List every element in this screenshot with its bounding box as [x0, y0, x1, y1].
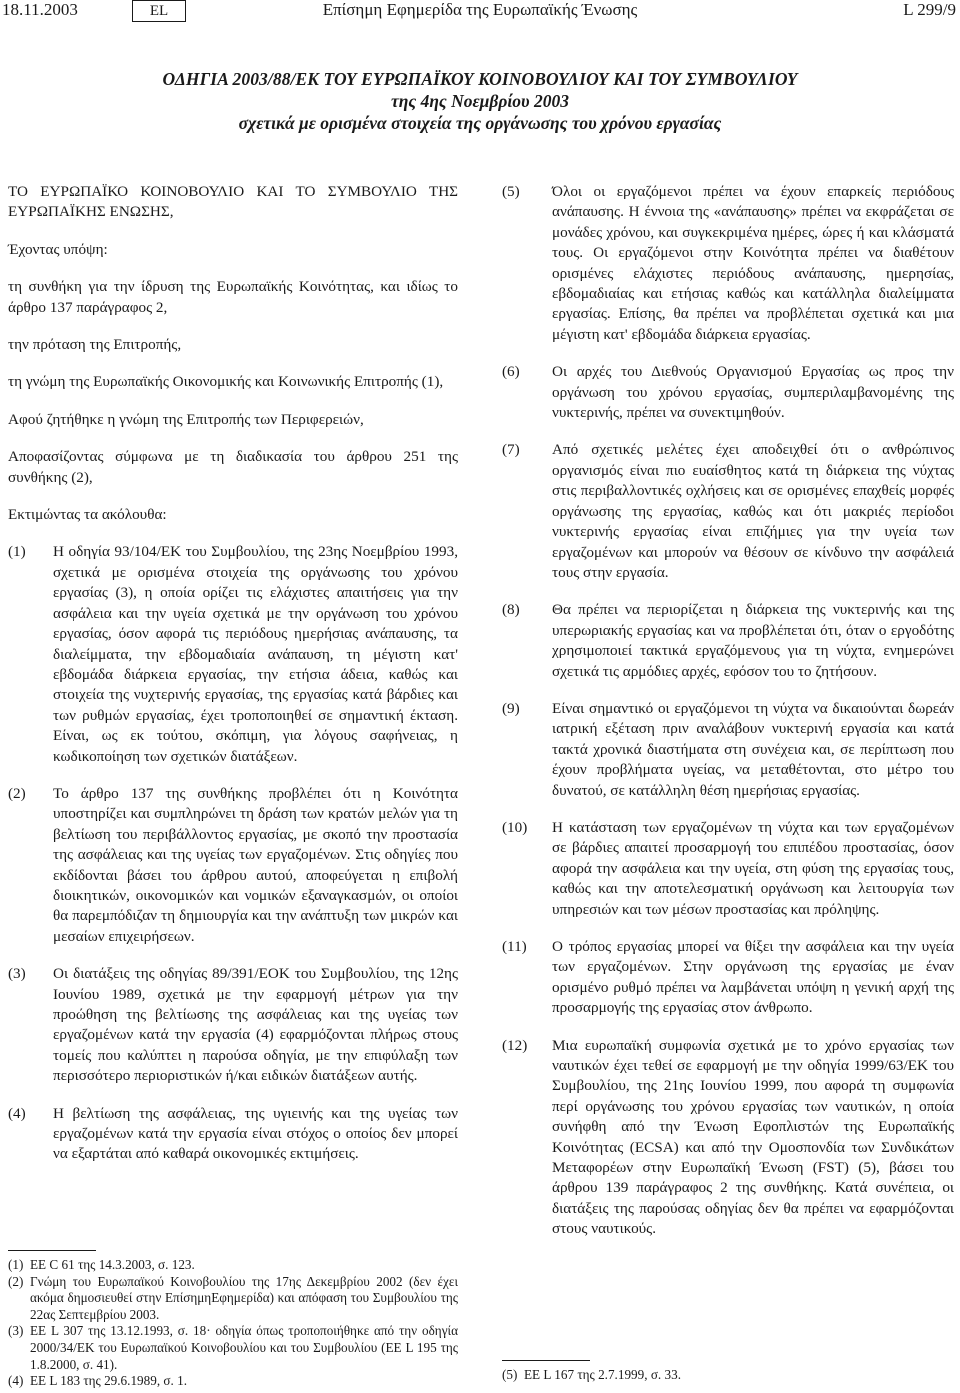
recital-number: (5) — [502, 183, 520, 200]
footnote-number: (2) — [8, 1273, 24, 1289]
recital-item — [8, 784, 458, 947]
page-reference: L 299/9 — [903, 0, 956, 19]
directive-title-line: ΟΔΗΓΙΑ 2003/88/ΕΚ ΤΟΥ ΕΥΡΩΠΑΪΚΟΥ ΚΟΙΝΟΒΟΥΛΙΟΥ ΚΑΙ ΤΟΥ ΣΥΜΒΟΥΛΙΟΥ — [162, 69, 798, 89]
footnote-text: Γνώμη του Ευρωπαϊκού Κοινοβουλίου της 17ης Δεκεμβρίου 2002 (δεν έχει ακόμα δημοσιευθεί στην ΕπίσημηΕφημερίδα) και απόφαση του Συμβουλίου της 22ας Σεπτεμβρίου 2003. — [30, 1273, 458, 1322]
publication-date: 18.11.2003 — [2, 0, 78, 19]
recital-number: (11) — [502, 938, 527, 955]
recital-item — [502, 182, 954, 345]
recital-item — [502, 937, 954, 1019]
esc-opinion-text: τη γνώμη της Ευρωπαϊκής Οικονομικής και Κοινωνικής Επιτροπής — [8, 373, 418, 391]
right-column — [502, 182, 954, 1257]
regions-paragraph: Αφού ζητήθηκε η γνώμη της Επιτροπής των Περιφερειών, — [8, 410, 364, 428]
directive-title — [0, 68, 960, 134]
recital-text: Ο τρόπος εργασίας μπορεί να θίξει την ασφάλεια και την υγεία των εργαζομένων. Στην οργάνωση της εργασίας με έναν ορισμένο ρυθμό πρέπει να λαμβάνεται υπόψη η γενική αρχή της προσαρμογής της εργασίας στον άνθρωπο. — [552, 938, 954, 1017]
footnote-text: ΕΕ L 167 της 2.7.1999, σ. 33. — [524, 1367, 682, 1382]
footnote-divider — [8, 1250, 96, 1251]
recital-text: Η κατάσταση των εργαζομένων τη νύχτα και των εργαζομένων σε βάρδιες απαιτεί προσαρμογή του επιπέδου προστασίας, όσον αφορά την ασφάλεια και την υγεία, στη φύση της εργασίας τους, καθώς και την αποτελεσματική οργάνωση και λειτουργία των υπηρεσιών και των μέσων προστασίας και πρόληψης. — [552, 818, 954, 918]
footnote — [8, 1274, 458, 1324]
recital-number: (3) — [8, 965, 26, 983]
recital-text: Οι διατάξεις της οδηγίας 89/391/ΕΟΚ του Συμβουλίου, της 12ης Ιουνίου 1989, σχετικά με την εφαρμογή μέτρων για την προώθηση της βελτίωσης της ασφάλειας και της υγείας των εργαζομένων κατά την εργασία (4) εφαρμόζονται πλήρως στους τομείς που καλύπτει η παρούσα οδηγία, με την επιφύλαξη των περισσότερο περιοριστικών ή/και ειδικών διατάξεων αυτής. — [53, 965, 458, 1085]
recital-number: (4) — [8, 1104, 26, 1122]
recital-text: Η οδηγία 93/104/ΕΚ του Συμβουλίου, της 23ης Νοεμβρίου 1993, σχετικά με ορισμένα στοιχεία της οργάνωσης του χρόνου εργασίας (3), η οποία ορίζει τις ελάχιστες απαιτήσεις για την ασφάλεια και την υγεία σχετικά με την οργάνωση του χρόνου εργασίας, όσον αφορά τις περιόδους ημερήσιας ανάπαυσης, τα διαλείμματα, την εβδομαδιαία ανάπαυση, τη μέγιστη κατ' εβδομάδα διάρκεια εργασίας, την ετήσια άδεια, καθώς και στοιχεία της νυχτερινής εργασίας, της εργασίας κατά βάρδιες και των ρυθμών εργασίας, έχει τροποποιηθεί σε σημαντική έκταση. Είναι, ως εκ τούτου, σκόπιμη, για λόγους σαφήνειας, η κωδικοποίηση των σχετικών διατάξεων. — [53, 543, 458, 765]
recital-number: (1) — [8, 543, 26, 561]
footnotes-right — [502, 1360, 954, 1384]
footnote-text: ΕΕ L 307 της 13.12.1993, σ. 18· οδηγία όπως τροποποιήθηκε από την οδηγία 2000/34/ΕΚ του Ευρωπαϊκού Κοινοβουλίου και του Συμβουλίου (ΕΕ L 195 της 1.8.2000, σ. 41). — [30, 1323, 458, 1372]
footnote — [8, 1373, 458, 1390]
authority-paragraph: ΤΟ ΕΥΡΩΠΑΪΚΟ ΚΟΙΝΟΒΟΥΛΙΟ ΚΑΙ ΤΟ ΣΥΜΒΟΥΛΙΟ ΤΗΣ ΕΥΡΩΠΑΪΚΗΣ ΕΝΩΣΗΣ, — [8, 183, 458, 221]
recital-text: Οι αρχές του Διεθνούς Οργανισμού Εργασίας ως προς την οργάνωση του χρόνου εργασίας, συμπεριλαμβανομένης της νυκτερινής, πρέπει να συνεκτιμηθούν. — [552, 363, 954, 422]
procedure-ref: (2), — [71, 468, 93, 486]
procedure-text: Αποφασίζοντας σύμφωνα με τη διαδικασία του άρθρου 251 της συνθήκης — [8, 448, 458, 486]
recital-text: Όλοι οι εργαζόμενοι πρέπει να έχουν επαρκείς περιόδους ανάπαυσης. Η έννοια της «ανάπαυσης» πρέπει να εκφράζεται σε μονάδες χρόνου, και συγκεκριμένα ημέρες, ώρες ή και κλάσματά τους. Οι εργαζόμενοι στην Κοινότητα πρέπει να διαθέτουν ορισμένες ελάχιστες περιόδους ανάπαυσης, ημερησίας, εβδομαδιαίας και ετήσιας καθώς και κατάλληλα διαλείμματα εργασίας. Επίσης, θα πρέπει να προβλέπεται σχετικά και μια μέγιστη κατ' εβδομάδα διάρκεια εργασίας. — [552, 183, 954, 343]
recital-item — [502, 440, 954, 583]
recital-number: (8) — [502, 601, 520, 619]
recital-number: (12) — [502, 1036, 528, 1054]
recital-number: (2) — [8, 784, 26, 802]
recital-item — [502, 1036, 954, 1240]
page-header — [0, 0, 960, 26]
footnote-number: (5) — [502, 1367, 518, 1382]
footnote-text: ΕΕ C 61 της 14.3.2003, σ. 123. — [30, 1257, 195, 1272]
footnote — [8, 1257, 458, 1274]
directive-date-line: της 4ης Νοεμβρίου 2003 — [391, 91, 569, 111]
having-regard-paragraph: Έχοντας υπόψη: — [8, 240, 108, 258]
whereas-paragraph: Εκτιμώντας τα ακόλουθα: — [8, 506, 167, 524]
recital-number: (10) — [502, 818, 528, 836]
recital-text: Μια ευρωπαϊκή συμφωνία σχετικά με το χρόνο εργασίας των ναυτικών έχει τεθεί σε εφαρμογή με την οδηγία 1999/63/ΕΚ του Συμβουλίου, της 21ης Ιουνίου 1999, που αφορά τη συμφωνία περί οργάνωσης του χρόνου εργασίας των ναυτικών, η οποία συνήφθη από την Ένωση Εφοπλιστών της Ευρωπαϊκής Κοινότητας (ECSA) και από την Ομοσπονδία των Συνδικάτων Μεταφορέων στην Ευρωπαϊκή Ένωση (FST) (5), βάσει του άρθρου 139 παράγραφος 2 της συνθήκης. Κατά συνέπεια, οι διατάξεις της παρούσας οδηγίας δεν θα πρέπει να εφαρμόζονται στους ναυτικούς. — [552, 1036, 954, 1238]
proposal-paragraph: την πρόταση της Επιτροπής, — [8, 336, 182, 354]
footnotes-left — [8, 1250, 458, 1390]
treaty-paragraph: τη συνθήκη για την ίδρυση της Ευρωπαϊκής Κοινότητας, και ιδίως το άρθρο 137 παράγραφος 2, — [8, 278, 458, 316]
language-badge: EL — [132, 0, 186, 22]
esc-opinion-paragraph — [8, 372, 458, 392]
directive-subject-line: σχετικά με ορισμένα στοιχεία της οργάνωσης του χρόνου εργασίας — [238, 113, 722, 133]
recital-item — [502, 818, 954, 920]
recital-item — [8, 542, 458, 766]
left-column — [8, 182, 458, 1182]
recital-text: Θα πρέπει να περιορίζεται η διάρκεια της νυκτερινής και της υπερωριακής εργασίας και να προβλέπεται ότι, όταν ο εργοδότης χρησιμοποιεί τακτικά εργαζόμενους για τη νύχτα, ενημερώνει σχετικά τις αρμόδιες αρχές, εφόσον του το ζητήσουν. — [552, 601, 954, 680]
recital-number: (7) — [502, 441, 520, 459]
recital-item — [8, 964, 458, 1086]
footnote — [502, 1367, 954, 1384]
recital-text: Από σχετικές μελέτες έχει αποδειχθεί ότι ο ανθρώπινος οργανισμός είναι πιο ευαίσθητος κατά τη διάρκεια της νύχτας στις περιβαλλοντικές οχλήσεις και σε ορισμένες επαχθείς μορφές οργάνωσης της εργασίας, καθώς και ότι μακριές περίοδοι νυκτερινής εργασίας είναι επιζήμιες για την υγεία των εργαζομένων και μπορούν να θέσουν σε κίνδυνο την ασφάλειά τους στην εργασία. — [552, 441, 954, 581]
footnote-number: (3) — [8, 1323, 24, 1339]
recital-text: Το άρθρο 137 της συνθήκης προβλέπει ότι η Κοινότητα υποστηρίζει και συμπληρώνει τη δράση των κρατών μελών για τη βελτίωση του περιβάλλοντος εργασίας, με σκοπό την προστασία της ασφάλειας και της υγείας των εργαζομένων. Στις οδηγίες που εκδίδονται βάσει του άρθρου αυτού, αποφεύγεται η επιβολή διοικητικών, οικονομικών και νομικών εξαναγκασμών, οι οποίοι θα παρεμπόδιζαν τη δημιουργία και την ανάπτυξη των μικρών και μεσαίων επιχειρήσεων. — [53, 784, 458, 945]
footnote-number: (1) — [8, 1257, 24, 1272]
recital-item — [8, 1104, 458, 1165]
recital-text: Είναι σημαντικό οι εργαζόμενοι τη νύχτα να δικαιούνται δωρεάν ιατρική εξέταση πριν αναλάβουν νυκτερινή εργασία και κατά τακτά χρονικά διαστήματα στη συνέχεια και, σε περίπτωση που έχουν προβλήματα υγείας, να μεταθέτονται, στο μέτρο του δυνατού, σε κατάλληλη θέση ημερήσιας εργασίας. — [552, 699, 954, 799]
recital-item — [502, 362, 954, 423]
esc-opinion-ref: (1), — [421, 373, 444, 391]
footnote-text: ΕΕ L 183 της 29.6.1989, σ. 1. — [30, 1373, 188, 1389]
procedure-paragraph — [8, 447, 458, 488]
recital-number: (9) — [502, 699, 520, 717]
footnote — [8, 1323, 458, 1373]
recital-number: (6) — [502, 363, 520, 381]
recital-text: Η βελτίωση της ασφάλειας, της υγιεινής και της υγείας των εργαζομένων κατά την εργασία είναι στόχος ο οποίος δεν μπορεί να εξαρτάται από καθαρά οικονομικές εκτιμήσεις. — [53, 1104, 458, 1163]
recital-item — [502, 600, 954, 682]
footnote-divider — [502, 1360, 590, 1361]
recital-item — [502, 699, 954, 801]
footnote-number: (4) — [8, 1373, 24, 1389]
journal-title: Επίσημη Εφημερίδα της Ευρωπαϊκής Ένωσης — [322, 0, 638, 19]
